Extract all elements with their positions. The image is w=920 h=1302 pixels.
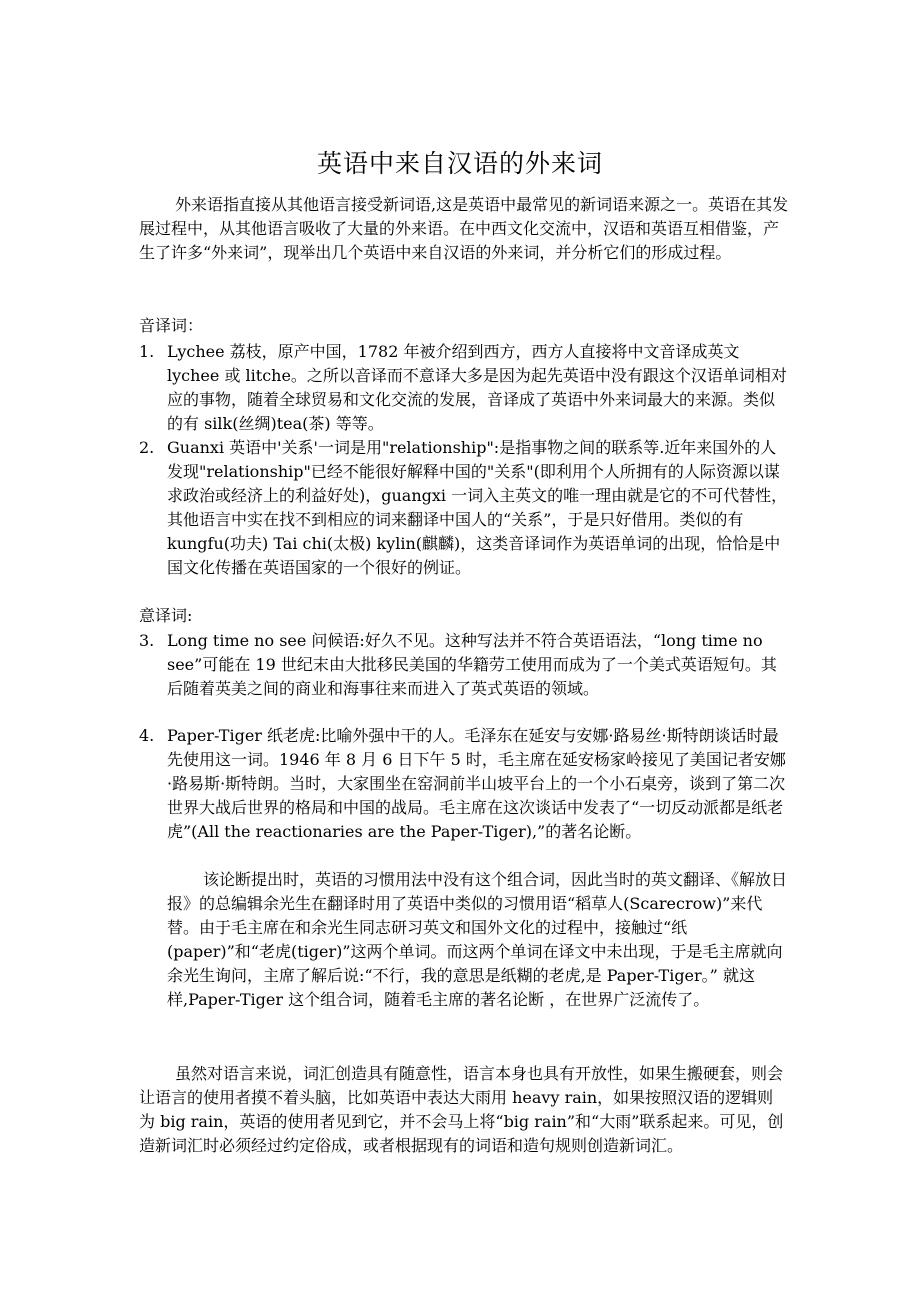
list-item (139, 629, 789, 701)
list-number: 3. (139, 631, 155, 650)
transliteration-label: 音译词： (139, 316, 204, 335)
intro-paragraph: 外来语指直接从其他语言接受新词语,这是英语中最常见的新词语来源之一。英语在其发展过程中，从其他语言吸收了大量的外来语。在中西文化交流中，汉语和英语互相借鉴，产生了许多“外来词”，现举出几个英语中来自汉语的外来词，并分析它们的形成过程。 (139, 195, 789, 262)
list-item-text: Guanxi 英语中'关系'一词是用"relationship":是指事物之间的联系等.近年来国外的人发现"relationship"已经不能很好解释中国的"关系"(即利用个人所拥有的人际资源以谋求政治或经济上的利益好处)，guangxi 一词入主英文的唯一理由就是它的不可代替性，其他语言中实在找不到相应的词来翻译中国人的“关系”，于是只好借用。类似的有 kungfu(功夫) Tai chi(太极) kylin(麒麟)，这类音译词作为英语单词的出现，恰恰是中国文化传播在英语国家的一个很好的例证。 (167, 438, 788, 577)
list-item (139, 724, 789, 844)
item4-followup-paragraph: 该论断提出时，英语的习惯用法中没有这个组合词，因此当时的英文翻译、《解放日报》的总编辑余光生在翻译时用了英语中类似的习惯用语“稻草人(Scarecrow)”来代替。由于毛主席在和余光生同志研习英文和国外文化的过程中，接触过“纸(paper)”和“老虎(tiger)”这两个单词。而这两个单词在译文中未出现，于是毛主席就向余光生询问，主席了解后说:“不行，我的意思是纸糊的老虎,是 Paper-Tiger。” 就这样,Paper-Tiger 这个组合词，随着毛主席的著名论断 ，在世界广泛流传了。 (167, 870, 788, 1009)
list-number: 1. (139, 342, 155, 361)
translation-label: 意译词: (139, 606, 193, 625)
list-item-text: Paper-Tiger 纸老虎:比喻外强中干的人。毛泽东在延安与安娜·路易丝·斯特朗谈话时最先使用这一词。1946 年 8 月 6 日下午 5 时，毛主席在延安杨家岭接见了美国记者安娜·路易斯·斯特朗。当时，大家围坐在窑洞前半山坡平台上的一个小石桌旁，谈到了第二次世界大战后世界的格局和中国的战局。毛主席在这次谈话中发表了“一切反动派都是纸老虎”(All the reactionaries are the Paper-Tiger),”的著名论断。 (167, 726, 786, 841)
list-item-text: Long time no see 问候语:好久不见。这种写法并不符合英语语法，“long time no see”可能在 19 世纪末由大批移民美国的华籍劳工使用而成为了一个美式英语短句。其后随着英美之间的商业和海事往来而进入了英式英语的领域。 (167, 631, 777, 698)
list-item (139, 340, 789, 436)
list-item (139, 436, 789, 580)
list-number: 4. (139, 726, 155, 745)
page-title: 英语中来自汉语的外来词 (316, 149, 603, 178)
list-item-text: Lychee 荔枝，原产中国，1782 年被介绍到西方，西方人直接将中文音译成英文 lychee 或 litche。之所以音译而不意译大多是因为起先英语中没有跟这个汉语单词相对应的事物，随着全球贸易和文化交流的发展，音译成了英语中外来词最大的来源。类似的有 silk(丝绸)tea(茶) 等等。 (167, 342, 787, 433)
list-number: 2. (139, 438, 155, 457)
closing-paragraph: 虽然对语言来说，词汇创造具有随意性，语言本身也具有开放性，如果生搬硬套，则会让语言的使用者摸不着头脑，比如英语中表达大雨用 heavy rain，如果按照汉语的逻辑则为 big rain，英语的使用者见到它，并不会马上将“big rain”和“大雨”联系起来。可见，创造新词汇时必须经过约定俗成，或者根据现有的词语和造句规则创造新词汇。 (139, 1064, 784, 1155)
